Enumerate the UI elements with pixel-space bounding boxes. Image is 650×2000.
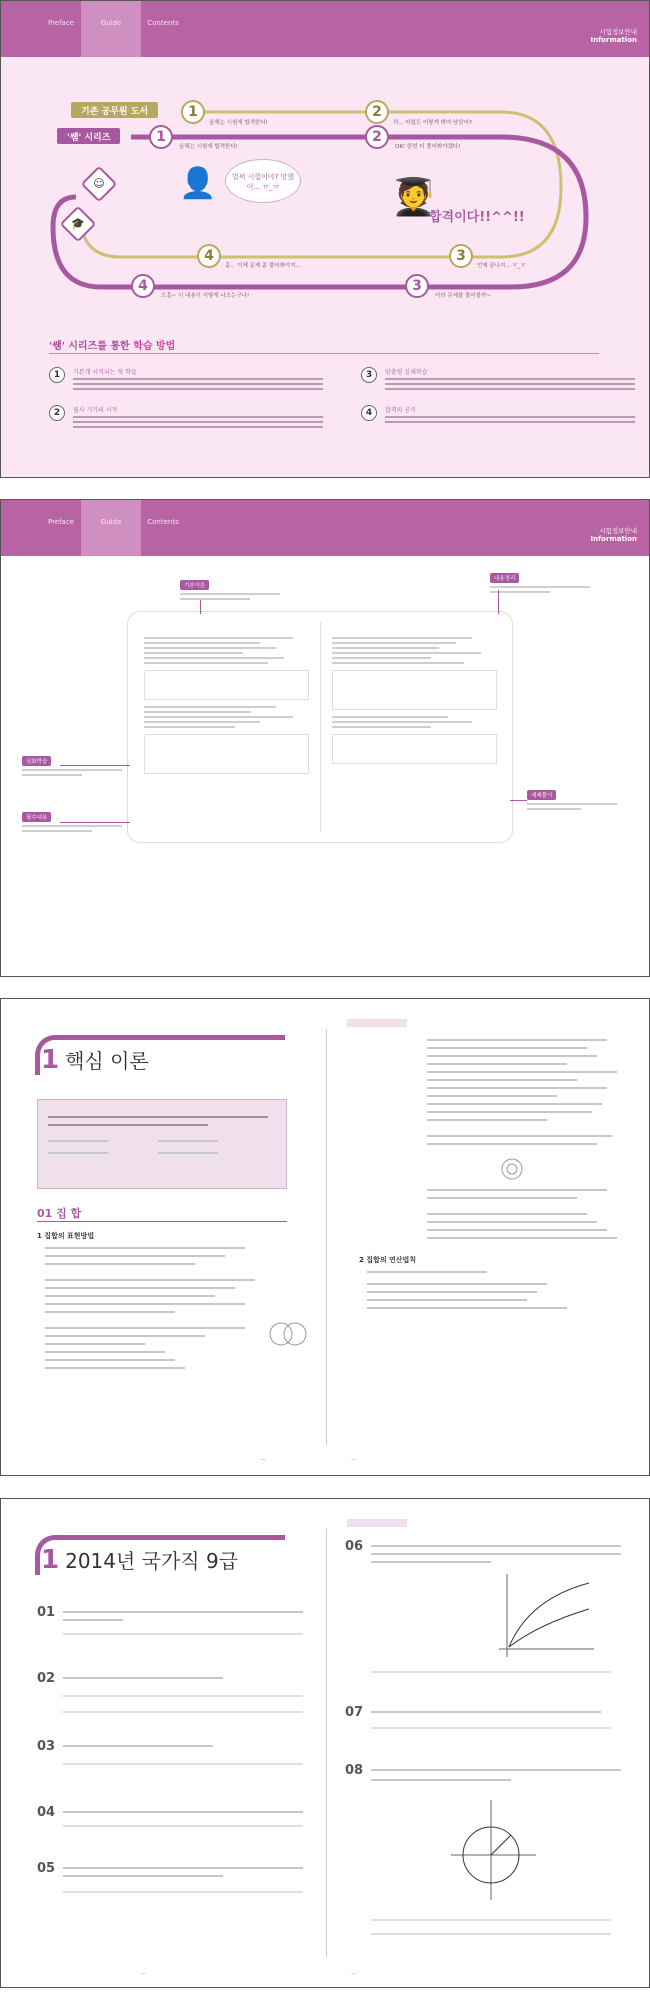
method-2-num: 2 bbox=[49, 405, 65, 421]
connector bbox=[200, 600, 201, 614]
purple-step-1-text: 올해는 시험에 합격한다! bbox=[179, 144, 238, 150]
question-05: 05 bbox=[37, 1861, 56, 1876]
callout-summary bbox=[490, 573, 590, 596]
tab-preface[interactable]: Preface bbox=[47, 19, 75, 27]
method-1-num: 1 bbox=[49, 367, 65, 383]
chapter-title: 핵심 이론 bbox=[65, 1049, 149, 1073]
gold-step-2-text: 허... 어렵도 어떻게 봐야 남았어? bbox=[393, 120, 472, 126]
venn-diagram bbox=[263, 1319, 313, 1349]
exam-chapter-heading bbox=[41, 1545, 238, 1575]
graduation-cap-icon: 🎓 bbox=[71, 217, 85, 230]
right-page-content bbox=[332, 634, 497, 770]
right-header-tab-2 bbox=[347, 1519, 407, 1527]
page-divider-2 bbox=[326, 1529, 327, 1957]
connector bbox=[60, 765, 130, 766]
example-box bbox=[37, 1099, 287, 1189]
gold-step-1-text: 올해는 시험에 합격한다! bbox=[209, 120, 268, 126]
person-icon: ☺ bbox=[93, 177, 105, 190]
info-line2-2: Information bbox=[590, 535, 637, 543]
page-number-right-2: — bbox=[351, 1971, 356, 1977]
method-4-title: 합격의 공식 bbox=[385, 407, 416, 414]
top-nav-bar-2 bbox=[1, 500, 649, 556]
question-02: 02 bbox=[37, 1671, 56, 1686]
callout-1-label: 기본이론 bbox=[180, 580, 209, 590]
unit-circle-graph bbox=[441, 1795, 541, 1905]
chapter-heading bbox=[41, 1045, 149, 1075]
gold-step-4: 4 bbox=[197, 244, 221, 268]
purple-step-2-text: OK! 한번 더 풀어봐야겠다! bbox=[395, 144, 461, 150]
tab-preface-2[interactable]: Preface bbox=[47, 518, 75, 526]
question-03: 03 bbox=[37, 1739, 56, 1754]
tag-existing-books: 기존 공무원 도서 bbox=[71, 102, 158, 118]
core-theory-spread bbox=[0, 998, 650, 1476]
purple-step-4-text: 으흠~ 이 내용이 어떻게 나오는구나! bbox=[161, 293, 250, 299]
left-page-content bbox=[144, 634, 309, 780]
gold-step-4-text: 흠... 이제 문제 좀 풀어봐야지... bbox=[225, 263, 301, 269]
info-label-2 bbox=[591, 527, 637, 543]
section-rule bbox=[37, 1221, 287, 1222]
page-number-left-2: — bbox=[141, 1971, 146, 1977]
callout-example bbox=[527, 790, 617, 813]
question-01: 01 bbox=[37, 1605, 56, 1620]
section-heading: 01 집 합 bbox=[37, 1207, 82, 1220]
book-gutter bbox=[320, 622, 321, 832]
callout-3-desc bbox=[22, 769, 122, 776]
exam-chapter-title: 2014년 국가직 9급 bbox=[65, 1549, 239, 1573]
connector bbox=[60, 822, 130, 823]
method-4-num: 4 bbox=[361, 405, 377, 421]
tag-ssam-series: '쌤' 시리즈 bbox=[57, 128, 120, 144]
question-08: 08 bbox=[345, 1763, 364, 1778]
info-line1: 시험정보안내 bbox=[599, 28, 637, 36]
gold-step-1: 1 bbox=[181, 100, 205, 124]
purple-step-1: 1 bbox=[149, 125, 173, 149]
happy-student-icon: 🧑‍🎓 bbox=[391, 177, 436, 218]
section-title bbox=[49, 337, 175, 352]
section-title-bold: 학습 방법 bbox=[133, 341, 176, 352]
callout-3-label: 심화학습 bbox=[22, 756, 51, 766]
success-text: 합격이다!!^^!! bbox=[429, 210, 525, 225]
info-label bbox=[591, 28, 637, 44]
top-nav-bar bbox=[1, 1, 649, 57]
tab-contents-2[interactable]: Contents bbox=[147, 518, 179, 526]
tab-contents[interactable]: Contents bbox=[147, 19, 179, 27]
callout-4-desc bbox=[22, 825, 122, 832]
purple-step-4: 4 bbox=[131, 274, 155, 298]
section-title-prefix: '쌤' 시리즈를 통한 bbox=[49, 341, 134, 352]
callout-4-label: 필수내용 bbox=[22, 812, 51, 822]
connector bbox=[498, 590, 499, 614]
subsection-1: 1 집합의 표현방법 bbox=[37, 1232, 95, 1240]
worried-student-icon: 👤 bbox=[179, 166, 217, 201]
concentric-diagram bbox=[497, 1157, 527, 1181]
right-header-tab bbox=[347, 1019, 407, 1027]
page-number-left: — bbox=[261, 1457, 266, 1463]
exam-chapter-number: 1 bbox=[41, 1545, 60, 1575]
callout-5-desc bbox=[527, 803, 617, 810]
connector bbox=[510, 800, 527, 801]
callout-advanced bbox=[22, 756, 122, 779]
book-spread-preview bbox=[128, 612, 512, 842]
callout-2-label: 내용정리 bbox=[490, 573, 519, 583]
callout-5-label: 예제풀이 bbox=[527, 790, 556, 800]
function-graph bbox=[489, 1569, 599, 1659]
worry-bubble: 벌써 시험이야? 망했어... ㅠ_ㅠ bbox=[225, 159, 301, 203]
question-06: 06 bbox=[345, 1539, 364, 1554]
gold-step-3-text: 언제 끝나지... ㅠ_ㅠ bbox=[477, 263, 526, 269]
gold-step-3: 3 bbox=[449, 244, 473, 268]
intro-panel bbox=[0, 0, 650, 478]
subsection-2: 2 집합의 연산법칙 bbox=[359, 1256, 417, 1264]
page-number-right: — bbox=[351, 1457, 356, 1463]
callout-2-desc bbox=[490, 586, 590, 593]
callout-essential bbox=[22, 812, 122, 835]
info-line1-2: 시험정보안내 bbox=[599, 527, 637, 535]
tab-guide-2[interactable]: Guide bbox=[81, 500, 141, 556]
question-07: 07 bbox=[345, 1705, 364, 1720]
callout-1-desc bbox=[180, 593, 280, 600]
callout-basic-theory bbox=[180, 580, 280, 603]
question-04: 04 bbox=[37, 1805, 56, 1820]
method-2-title: 필사 기기의 시작 bbox=[73, 407, 118, 414]
page-divider bbox=[326, 1029, 327, 1445]
gold-step-2: 2 bbox=[365, 100, 389, 124]
method-3-num: 3 bbox=[361, 367, 377, 383]
method-3-title: 맞춤형 실제학습 bbox=[385, 369, 428, 376]
tab-guide[interactable]: Guide bbox=[81, 1, 141, 57]
purple-step-3-text: 어라 문제를 풀어볼까~ bbox=[435, 293, 491, 299]
exam-questions-spread bbox=[0, 1498, 650, 1988]
chapter-number: 1 bbox=[41, 1045, 60, 1075]
section-divider bbox=[49, 353, 599, 354]
purple-step-3: 3 bbox=[405, 274, 429, 298]
info-line2: Information bbox=[590, 36, 637, 44]
purple-step-2: 2 bbox=[365, 125, 389, 149]
method-1-title: 기본개 시작되는 첫 학습 bbox=[73, 369, 137, 376]
